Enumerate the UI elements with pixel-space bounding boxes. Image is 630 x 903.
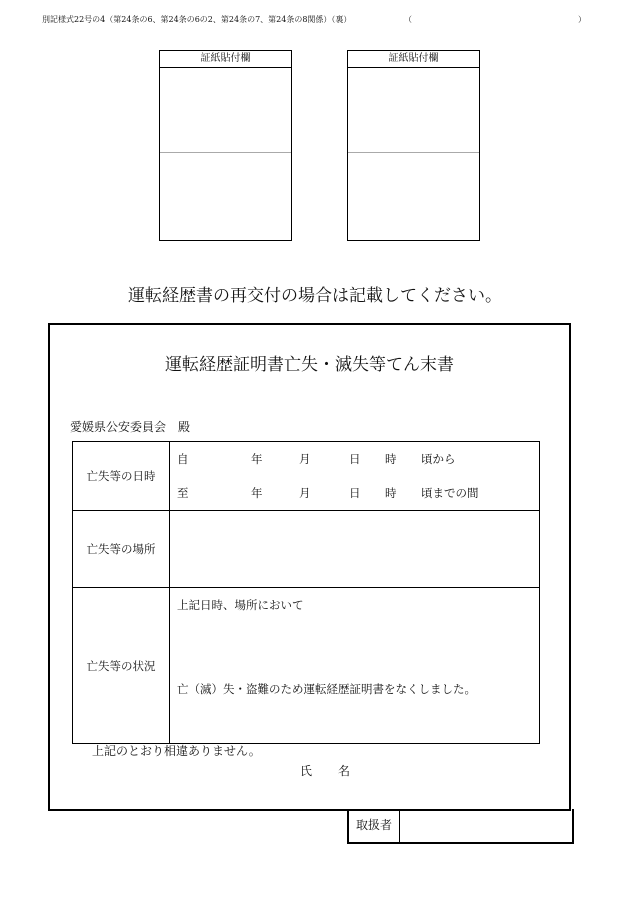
- from-hour: 時: [385, 452, 397, 466]
- name-label: 氏名: [300, 764, 377, 778]
- stamp-box-label: 証紙貼付欄: [348, 51, 479, 68]
- from-year: 年: [251, 452, 263, 466]
- to-day: 日: [349, 486, 361, 500]
- header-paren-open: （: [404, 15, 412, 24]
- from-month: 月: [299, 452, 311, 466]
- datetime-row: [73, 442, 540, 511]
- document-title: 運転経歴証明書亡失・滅失等てん末書: [165, 355, 454, 375]
- to-hour: 時: [385, 486, 397, 500]
- reissue-note: 運転経歴書の再交付の場合は記載してください。: [128, 286, 502, 306]
- situation-line-2: 亡（滅）失・盗難のため運転経歴証明書をなくしました。: [177, 682, 476, 696]
- incident-table: [72, 441, 540, 744]
- stamp-box-left: [159, 50, 292, 241]
- situation-label: 亡失等の状況: [73, 588, 170, 744]
- to-suffix: 頃までの間: [421, 486, 479, 500]
- datetime-from-line: [170, 442, 539, 476]
- confirmation-text: 上記のとおり相違ありません。: [92, 744, 261, 758]
- datetime-field[interactable]: [170, 442, 540, 511]
- to-year: 年: [251, 486, 263, 500]
- handler-label: 取扱者: [349, 809, 400, 842]
- header-paren-close: ）: [578, 15, 586, 24]
- situation-field[interactable]: [170, 588, 540, 744]
- datetime-label: 亡失等の日時: [73, 442, 170, 511]
- form-number-note: 別記様式22号の4（第24条の6、第24条の6の2、第24条の7、第24条の8関係）（裏）: [42, 15, 352, 24]
- place-label: 亡失等の場所: [73, 511, 170, 588]
- handler-field[interactable]: [400, 809, 572, 842]
- stamp-box-right: [347, 50, 480, 241]
- place-row: [73, 511, 540, 588]
- situation-row: [73, 588, 540, 744]
- from-day: 日: [349, 452, 361, 466]
- situation-line-1: 上記日時、場所において: [177, 598, 304, 612]
- to-prefix: 至: [177, 486, 189, 500]
- from-suffix: 頃から: [421, 452, 456, 466]
- place-field[interactable]: [170, 511, 540, 588]
- stamp-box-divider: [348, 152, 479, 153]
- stamp-box-divider: [160, 152, 291, 153]
- datetime-to-line: [170, 476, 539, 510]
- handler-box: [347, 809, 574, 844]
- addressee: 愛媛県公安委員会 殿: [70, 420, 191, 434]
- stamp-box-label: 証紙貼付欄: [160, 51, 291, 68]
- to-month: 月: [299, 486, 311, 500]
- from-prefix: 自: [177, 452, 189, 466]
